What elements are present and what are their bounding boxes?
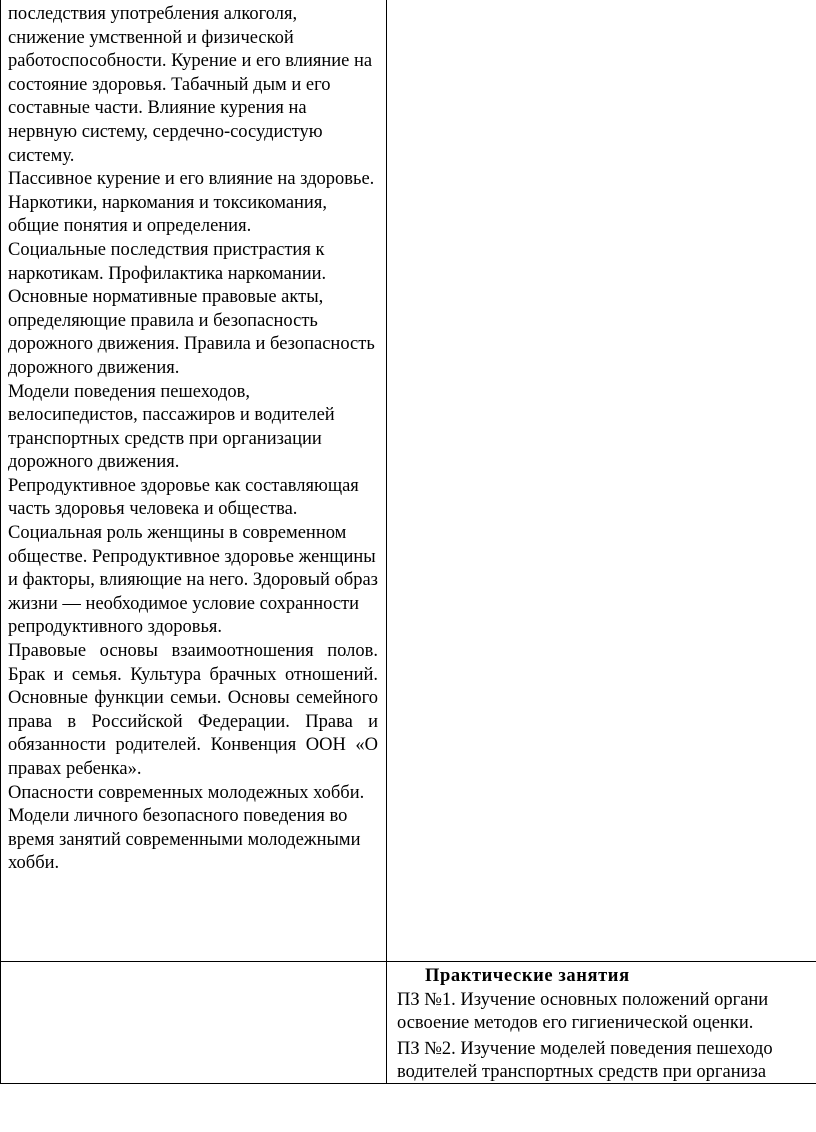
practice-cell — [397, 965, 816, 1085]
column-divider — [386, 0, 387, 1084]
practice-item-2: ПЗ №2. Изучение моделей поведения пешеходо — [397, 1038, 773, 1059]
paragraph-youth-hobbies: Опасности современных молодежных хобби. Модели личного безопасного поведения во время занятий современными молодежными хобби. — [8, 782, 365, 874]
practice-item-1-cont: освоение методов его гигиенической оценки. — [397, 1013, 754, 1034]
practice-heading: Практические занятия — [425, 966, 630, 986]
paragraph-passive-smoking: Пассивное курение и его влияние на здоровье. — [8, 169, 375, 190]
paragraph-traffic-law: Основные нормативные правовые акты, определяющие правила и безопасность дорожного движения. Правила и безопасность дорожного движения. — [8, 287, 375, 378]
paragraph-narcotics: Наркотики, наркомания и токсикомания, общие понятия и определения. — [8, 192, 327, 237]
table-border-left — [0, 0, 1, 1084]
paragraph-reproductive-health: Репродуктивное здоровье как составляющая часть здоровья человека и общества. Социальная роль женщины в современном обществе. Репродуктивное здоровье женщины и факторы, влияющие на него. Здоровый образ жизни — необходимое условие сохранности репродуктивного здоровья. — [8, 475, 378, 638]
paragraph-social-consequences: Социальные последствия пристрастия к наркотикам. Профилактика наркомании. — [8, 239, 327, 284]
practice-item-2-cont: водителей транспортных средств при организа — [397, 1062, 767, 1083]
topics-cell — [8, 3, 378, 876]
paragraph-family-law: Правовые основы взаимоотношения полов. Брак и семья. Культура брачных отношений. Основные функции семьи. Основы семейного права в Российской Федерации. Права и обязанности родителей. Конвенция ООН «О правах ребенка». — [8, 641, 378, 779]
paragraph-alcohol-smoking: последствия употребления алкоголя, снижение умственной и физической работоспособности. Курение и его влияние на состояние здоровья. Табачный дым и его составные части. Влияние курения на нервную систему, сердечно-сосудистую систему. — [8, 4, 373, 166]
row-divider — [0, 961, 816, 962]
paragraph-behavior-models: Модели поведения пешеходов, велосипедистов, пассажиров и водителей транспортных средств при организации дорожного движения. — [8, 381, 335, 473]
practice-item-1: ПЗ №1. Изучение основных положений органи — [397, 989, 769, 1010]
